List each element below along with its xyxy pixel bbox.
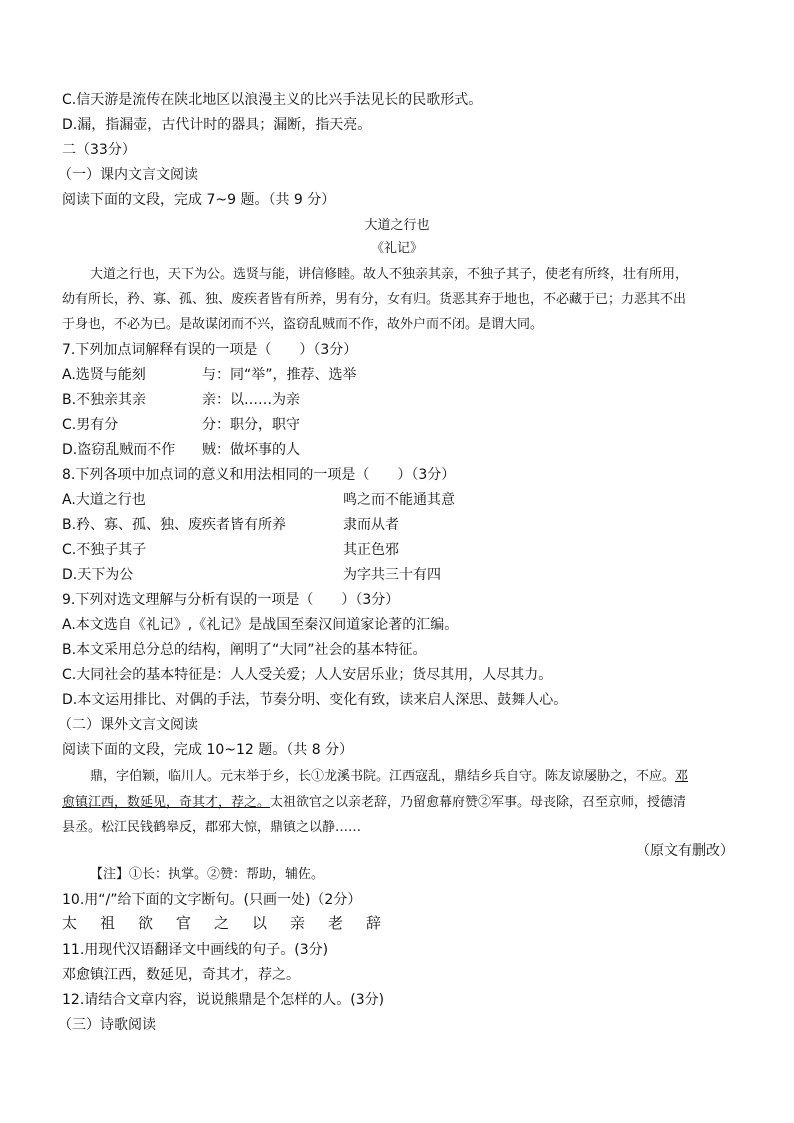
question-11: 11.用现代汉语翻译文中画线的句子。(3分) [62,942,329,958]
option-b-compare: 隶而从者 [343,517,399,533]
option-d-compare: 为字共三十有四 [343,567,441,583]
option-c: C.大同社会的基本特征是：人人受关爱；人人安居乐业；货尽其用，人尽其力。 [62,667,553,683]
section-heading: 二（33分） [62,142,136,158]
option-b: B.矜、寡、孤、独、废疾者皆有所养 [62,517,287,533]
passage-source: 《礼记》 [370,241,423,256]
passage-paragraph: 大道之行也，天下为公。选贤与能，讲信修睦。故人不独亲其亲，不独子其子，使老有所终，壮有所用， [90,267,689,282]
option-c-line: C.信天游是流传在陕北地区以浪漫主义的比兴手法见长的民歌形式。 [62,92,483,108]
option-a-compare: 鸣之而不能通其意 [343,492,455,508]
question-9: 9.下列对选文理解与分析有误的一项是（ ）（3分） [62,592,400,608]
option-c: C.男有分 [62,417,119,433]
option-c-compare: 其正色邪 [343,542,399,558]
passage-paragraph [90,768,688,786]
option-a: A.本文选自《礼记》,《礼记》是战国至秦汉间道家论著的汇编。 [62,617,459,633]
option-d-line: D.漏，指漏壶，古代计时的器具；漏断，指天亮。 [62,117,372,133]
passage-title: 大道之行也 [364,218,430,233]
option-b: B.不独亲其亲 [62,392,147,408]
option-d-gloss: 贼：做坏事的人 [202,442,300,458]
passage-paragraph: 县丞。松江民钱鹤皋反，郡邪大惊，鼎镇之以静…… [62,820,362,835]
punctuation-grid [62,914,404,932]
reading-instruction: 阅读下面的文段，完成 7~9 题。（共 9 分） [62,192,336,208]
question-10: 10.用“/”给下面的文字断句。(只画一处)（2分） [62,892,362,908]
reading-instruction: 阅读下面的文段，完成 10~12 题。（共 8 分） [62,742,354,758]
grid-char: 亲 [290,914,306,932]
translation-sentence: 邓愈镇江西，数延见，奇其才，荐之。 [62,967,300,983]
grid-char: 之 [214,914,230,932]
grid-char: 官 [176,914,192,932]
option-a: A.大道之行也 [62,492,146,508]
option-c-gloss: 分：职分，职守 [202,417,300,433]
underlined-sentence: 愈镇江西，数延见，奇其才，荐之。 [62,795,271,810]
source-credit: （原文有删改） [636,843,734,859]
passage-text: 鼎，字伯颖，临川人。元末举于乡，长①龙溪书院。江西寇乱，鼎结乡兵自守。陈友谅屡胁之，不应。 [90,769,676,784]
passage-paragraph [62,794,686,812]
question-8: 8.下列各项中加点词的意义和用法相同的一项是（ ）（3分） [62,467,456,483]
passage-text: 太祖欲官之以亲老辞，乃留愈幕府赞②军事。母丧除，召至京师，授德清 [270,795,687,810]
passage-paragraph: 幼有所长，矜、寡、孤、独、废疾者皆有所养，男有分，女有归。货恶其弃于地也，不必藏于已；力恶其不出 [62,292,687,307]
grid-char: 老 [328,914,344,932]
option-b: B.本文采用总分总的结构，阐明了“大同”社会的基本特征。 [62,642,427,658]
grid-char: 祖 [100,914,116,932]
underlined-sentence: 邓 [675,769,689,784]
option-d: D.天下为公 [62,567,134,583]
option-d: D.盗窃乱贼而不作 [62,442,176,458]
passage-paragraph: 于身也，不必为已。是故谋闭而不兴，盗窃乱贼而不作，故外户而不闭。是谓大同。 [62,317,544,332]
option-c: C.不独子其子 [62,542,147,558]
subsection-heading: （一）课内文言文阅读 [58,167,198,183]
option-d: D.本文运用排比、对偶的手法，节奏分明、变化有致，读来启人深思、鼓舞人心。 [62,692,568,708]
question-12: 12.请结合文章内容，说说熊鼎是个怎样的人。(3分) [62,992,385,1008]
grid-char: 太 [62,914,78,932]
grid-char: 辞 [366,914,382,932]
grid-char: 欲 [138,914,154,932]
option-a-gloss: 与：同“举”，推荐、选举 [202,367,357,383]
question-7: 7.下列加点词解释有误的一项是（ ）（3分） [62,342,358,358]
option-b-gloss: 亲：以……为亲 [202,392,300,408]
subsection-heading: （三）诗歌阅读 [58,1017,156,1033]
footnote: 【注】①长：执掌。②赞：帮助，辅佐。 [90,867,325,882]
subsection-heading: （二）课外文言文阅读 [58,717,198,733]
option-a: A.选贤与能刻 [62,367,146,383]
grid-char: 以 [252,914,268,932]
